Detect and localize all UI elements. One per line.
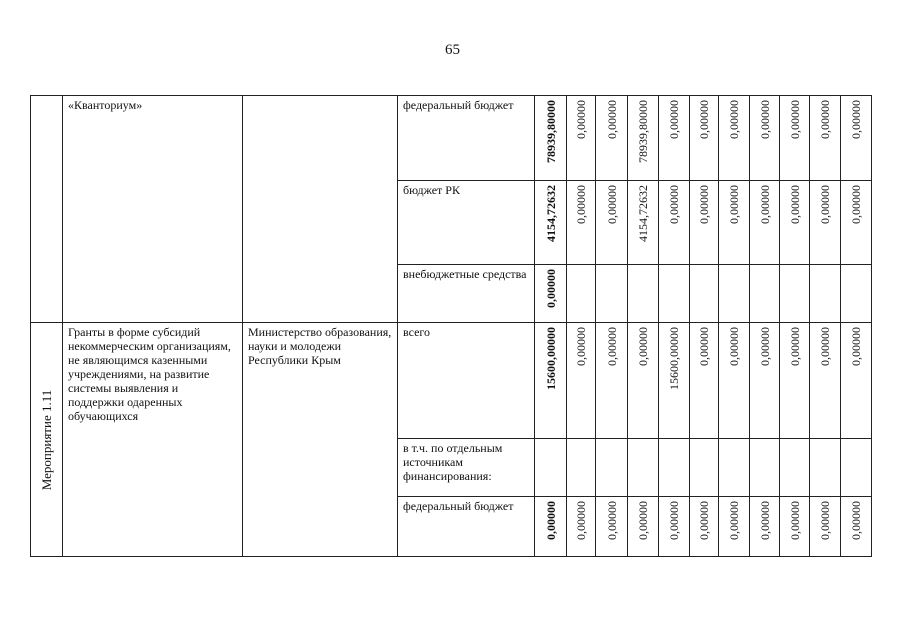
value: 0,00000 (849, 100, 863, 139)
value-total: 0,00000 (543, 501, 558, 540)
value-cell (750, 181, 780, 265)
table-row (31, 96, 872, 181)
value: 15600,00000 (667, 327, 681, 390)
responsible-executor: Министерство образования, науки и молодежи Республики Крым (248, 325, 392, 367)
value-cell (780, 323, 810, 439)
value-cell (535, 96, 567, 181)
value-cell (596, 181, 628, 265)
value: 0,00000 (757, 501, 772, 540)
value-cell (780, 497, 810, 557)
value: 0,00000 (787, 185, 802, 224)
value: 0,00000 (574, 100, 588, 139)
value: 0,00000 (604, 185, 619, 224)
value-cell (535, 497, 567, 557)
value: 0,00000 (727, 100, 741, 139)
description-cell (63, 96, 243, 323)
value-cell (659, 323, 690, 439)
funding-source: всего (403, 325, 431, 339)
value: 0,00000 (697, 327, 711, 366)
executor-cell (243, 323, 398, 557)
value: 0,00000 (574, 501, 588, 540)
value-cell (690, 265, 719, 323)
value-cell (841, 96, 872, 181)
executor-cell (243, 96, 398, 323)
value: 0,00000 (667, 100, 681, 139)
value-cell (567, 497, 596, 557)
value-total: 15600,00000 (543, 327, 558, 390)
value: 0,00000 (697, 185, 711, 224)
value-cell (690, 181, 719, 265)
description-cell (63, 323, 243, 557)
value-cell (628, 497, 659, 557)
funding-source: федеральный бюджет (403, 499, 514, 513)
activity-description: «Кванториум» (68, 98, 143, 112)
value-total: 78939,80000 (543, 100, 558, 163)
source-cell (398, 323, 535, 439)
activity-description: Гранты в форме субсидий некоммерческим организациям, не являющимся казенными учреждениями, на развитие системы выявления и поддержки одаренных обучающихся (68, 325, 231, 423)
value: 0,00000 (697, 100, 711, 139)
value-cell (659, 439, 690, 497)
value: 0,00000 (757, 100, 772, 139)
source-cell (398, 96, 535, 181)
budget-table (30, 95, 872, 557)
activity-cell (31, 96, 63, 323)
value-cell (841, 181, 872, 265)
value-total: 0,00000 (543, 269, 558, 308)
value: 0,00000 (636, 501, 650, 540)
value-cell (750, 96, 780, 181)
value-cell (750, 439, 780, 497)
value-cell (628, 439, 659, 497)
value-cell (596, 323, 628, 439)
value-cell (659, 96, 690, 181)
funding-source: бюджет РК (403, 183, 460, 197)
value-cell (567, 96, 596, 181)
value-cell (596, 439, 628, 497)
value-cell (567, 181, 596, 265)
value: 0,00000 (818, 185, 832, 224)
value-cell (719, 439, 750, 497)
value: 0,00000 (787, 100, 802, 139)
value-cell (841, 439, 872, 497)
value-cell (535, 181, 567, 265)
value-cell (596, 96, 628, 181)
value-cell (780, 181, 810, 265)
value-cell (780, 265, 810, 323)
source-cell (398, 497, 535, 557)
value-cell (780, 439, 810, 497)
value-cell (628, 323, 659, 439)
source-cell (398, 181, 535, 265)
value: 0,00000 (757, 185, 772, 224)
value-cell (659, 497, 690, 557)
activity-number: Мероприятие 1.11 (38, 389, 54, 490)
value: 0,00000 (727, 327, 741, 366)
value-cell (750, 323, 780, 439)
value: 0,00000 (727, 185, 741, 224)
value: 0,00000 (787, 327, 802, 366)
value-cell (659, 181, 690, 265)
value-cell (690, 96, 719, 181)
value: 0,00000 (574, 185, 588, 224)
value: 78939,80000 (636, 100, 650, 163)
value-cell (750, 265, 780, 323)
value-cell (535, 439, 567, 497)
value-cell (810, 181, 841, 265)
value: 0,00000 (849, 501, 863, 540)
value-cell (719, 181, 750, 265)
value: 0,00000 (667, 185, 681, 224)
page-number: 65 (445, 42, 460, 58)
funding-source: федеральный бюджет (403, 98, 514, 112)
value-cell (535, 265, 567, 323)
value-cell (750, 497, 780, 557)
value: 0,00000 (604, 501, 619, 540)
value-cell (810, 439, 841, 497)
value-cell (810, 497, 841, 557)
value-cell (659, 265, 690, 323)
value: 0,00000 (818, 501, 832, 540)
value-cell (719, 265, 750, 323)
value-cell (628, 265, 659, 323)
value: 0,00000 (604, 327, 619, 366)
value-cell (628, 181, 659, 265)
value-cell (690, 497, 719, 557)
value-cell (810, 323, 841, 439)
value-cell (567, 265, 596, 323)
funding-source: внебюджетные средства (403, 267, 527, 281)
funding-source: в т.ч. по отдельным источникам финансирования: (403, 441, 503, 483)
value-cell (690, 439, 719, 497)
value: 0,00000 (757, 327, 772, 366)
value-cell (810, 96, 841, 181)
value: 0,00000 (849, 185, 863, 224)
value: 0,00000 (727, 501, 741, 540)
value-cell (535, 323, 567, 439)
value: 0,00000 (667, 501, 681, 540)
value: 4154,72632 (636, 185, 650, 242)
source-cell (398, 439, 535, 497)
value-cell (567, 439, 596, 497)
value-cell (841, 265, 872, 323)
value-total: 4154,72632 (543, 185, 558, 242)
value: 0,00000 (849, 327, 863, 366)
value: 0,00000 (604, 100, 619, 139)
value: 0,00000 (787, 501, 802, 540)
value: 0,00000 (818, 100, 832, 139)
value-cell (780, 96, 810, 181)
value-cell (719, 96, 750, 181)
value-cell (628, 96, 659, 181)
source-cell (398, 265, 535, 323)
value-cell (690, 323, 719, 439)
value-cell (841, 323, 872, 439)
table-row (31, 323, 872, 439)
value-cell (841, 497, 872, 557)
value-cell (719, 323, 750, 439)
value-cell (719, 497, 750, 557)
value: 0,00000 (636, 327, 650, 366)
value: 0,00000 (574, 327, 588, 366)
value: 0,00000 (697, 501, 711, 540)
value-cell (596, 497, 628, 557)
activity-cell (31, 323, 63, 557)
value-cell (810, 265, 841, 323)
value-cell (596, 265, 628, 323)
value-cell (567, 323, 596, 439)
value: 0,00000 (818, 327, 832, 366)
